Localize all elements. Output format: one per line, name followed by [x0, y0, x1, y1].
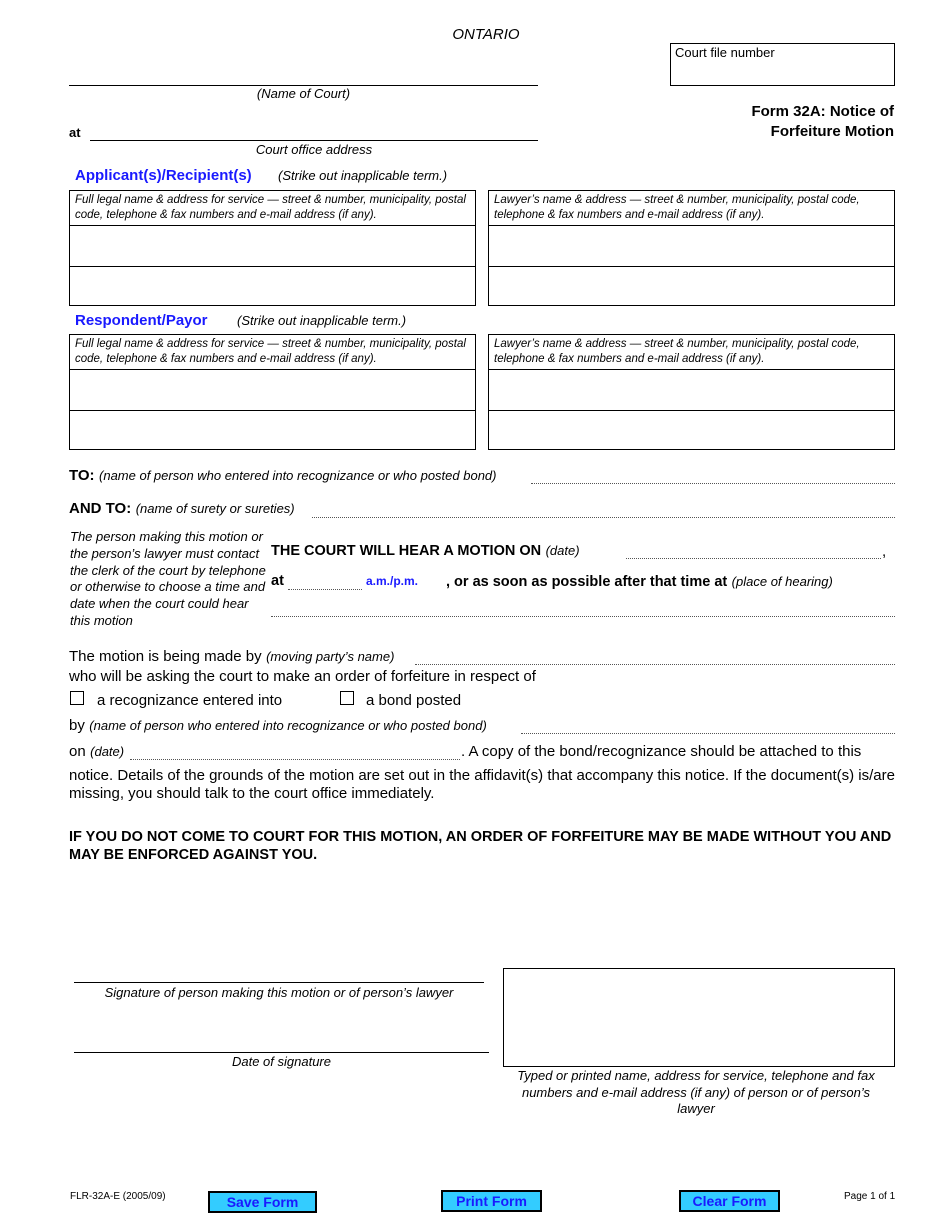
on-date-field[interactable] — [130, 759, 460, 760]
hearing-comma: , — [882, 543, 887, 560]
motion-asking-text: who will be asking the court to make an order of forfeiture in respect of — [69, 668, 536, 685]
hearing-side-note: The person making this motion or the person’s lawyer must contact the clerk of the court by telephone or otherwise to choose a time and date when the court could hear this motion — [70, 529, 266, 628]
to-hint: (name of person who entered into recognizance or who posted bond) — [99, 468, 497, 483]
hearing-date-field[interactable] — [626, 558, 881, 559]
respondent-party-box[interactable] — [69, 334, 476, 450]
form-code: FLR-32A-E (2005/09) — [70, 1191, 166, 1202]
divider — [70, 266, 475, 267]
and-to-hint: (name of surety or sureties) — [135, 501, 295, 516]
respondent-heading: Respondent/Payor — [75, 312, 208, 329]
court-office-line[interactable] — [90, 126, 538, 141]
court-file-number-label: Court file number — [675, 45, 775, 60]
date-signature-label: Date of signature — [231, 1054, 331, 1069]
motion-made-by-text: The motion is being made by — [69, 648, 262, 665]
to-row — [69, 467, 497, 485]
court-file-number-box[interactable] — [670, 43, 895, 86]
signature-label: Signature of person making this motion or of person’s lawyer — [104, 985, 454, 1000]
save-form-button[interactable]: Save Form — [208, 1191, 317, 1213]
by-label: by — [69, 717, 85, 734]
hearing-place-hint: (place of hearing) — [731, 574, 833, 589]
and-to-label: AND TO: — [69, 500, 132, 517]
hearing-time-field[interactable] — [288, 589, 362, 590]
at-label: at — [69, 125, 81, 140]
and-to-field[interactable] — [312, 517, 895, 518]
hearing-heading: THE COURT WILL HEAR A MOTION ON — [271, 543, 542, 559]
moving-party-hint: (moving party’s name) — [266, 649, 395, 664]
divider — [70, 410, 475, 411]
signature-line[interactable] — [74, 968, 484, 983]
form-title-line2: Forfeiture Motion — [770, 123, 894, 140]
province-title: ONTARIO — [452, 26, 520, 43]
page-number: Page 1 of 1 — [844, 1191, 896, 1202]
respondent-party-hint: Full legal name & address for service — street & number, municipality, postal code, telephone & fax numbers and e-mail address (if any). — [75, 338, 466, 365]
copy-text: . A copy of the bond/recognizance should be attached to this — [461, 743, 862, 760]
on-hint: (date) — [90, 744, 125, 759]
to-label: TO: — [69, 467, 95, 484]
applicant-lawyer-box[interactable] — [488, 190, 895, 306]
hearing-at-label: at — [271, 573, 284, 589]
court-name-label: (Name of Court) — [256, 86, 351, 101]
respondent-strike-note: (Strike out inapplicable term.) — [237, 313, 407, 328]
applicant-lawyer-hint: Lawyer’s name & address — street & number, municipality, postal code, telephone & fax numbers and e-mail address (if any). — [494, 194, 860, 221]
hearing-place-field[interactable] — [271, 616, 895, 617]
court-name-line[interactable] — [69, 70, 538, 86]
and-to-row — [69, 500, 295, 518]
on-row — [69, 743, 124, 761]
motion-made-by-row — [69, 648, 394, 666]
respondent-lawyer-hint: Lawyer’s name & address — street & number, municipality, postal code, telephone & fax numbers and e-mail address (if any). — [494, 338, 860, 365]
clear-form-button[interactable]: Clear Form — [679, 1190, 780, 1212]
on-label: on — [69, 743, 86, 760]
applicant-strike-note: (Strike out inapplicable term.) — [278, 168, 448, 183]
applicant-party-hint: Full legal name & address for service — street & number, municipality, postal code, telephone & fax numbers and e-mail address (if any). — [75, 194, 466, 221]
divider — [489, 369, 894, 370]
hearing-row — [271, 542, 580, 560]
recognizance-checkbox[interactable] — [70, 691, 84, 705]
applicant-heading: Applicant(s)/Recipient(s) — [75, 167, 252, 184]
divider — [70, 369, 475, 370]
date-signature-line[interactable] — [74, 1038, 489, 1053]
by-field[interactable] — [521, 733, 895, 734]
hearing-place-text: , or as soon as possible after that time at — [446, 574, 728, 590]
typed-name-label: Typed or printed name, address for service, telephone and fax numbers and e-mail address (if any) of person or of person’s lawyer — [517, 1068, 875, 1116]
recognizance-label: a recognizance entered into — [97, 692, 283, 709]
warning-text: IF YOU DO NOT COME TO COURT FOR THIS MOTION, AN ORDER OF FORFEITURE MAY BE MADE WITHOUT YOU AND MAY BE ENFORCED AGAINST YOU. — [69, 829, 892, 863]
divider — [489, 266, 894, 267]
to-field[interactable] — [531, 483, 895, 484]
court-office-label: Court office address — [255, 142, 373, 157]
form-title-line1: Form 32A: Notice of — [751, 103, 894, 120]
divider — [489, 225, 894, 226]
moving-party-field[interactable] — [415, 664, 895, 665]
typed-name-box[interactable] — [503, 968, 895, 1067]
divider — [489, 410, 894, 411]
print-form-button[interactable]: Print Form — [441, 1190, 542, 1212]
by-row — [69, 717, 487, 735]
ampm-label: a.m./p.m. — [366, 574, 419, 588]
respondent-lawyer-box[interactable] — [488, 334, 895, 450]
bond-label: a bond posted — [366, 692, 462, 709]
details-text: notice. Details of the grounds of the motion are set out in the affidavit(s) that accompany this notice. If the document(s) is/are missing, you should talk to the court office immediately. — [69, 767, 895, 802]
form-title — [751, 102, 894, 142]
hearing-place-row — [446, 573, 833, 591]
applicant-party-box[interactable] — [69, 190, 476, 306]
divider — [70, 225, 475, 226]
bond-checkbox[interactable] — [340, 691, 354, 705]
hearing-date-hint: (date) — [545, 543, 580, 558]
by-hint: (name of person who entered into recognizance or who posted bond) — [89, 718, 487, 733]
